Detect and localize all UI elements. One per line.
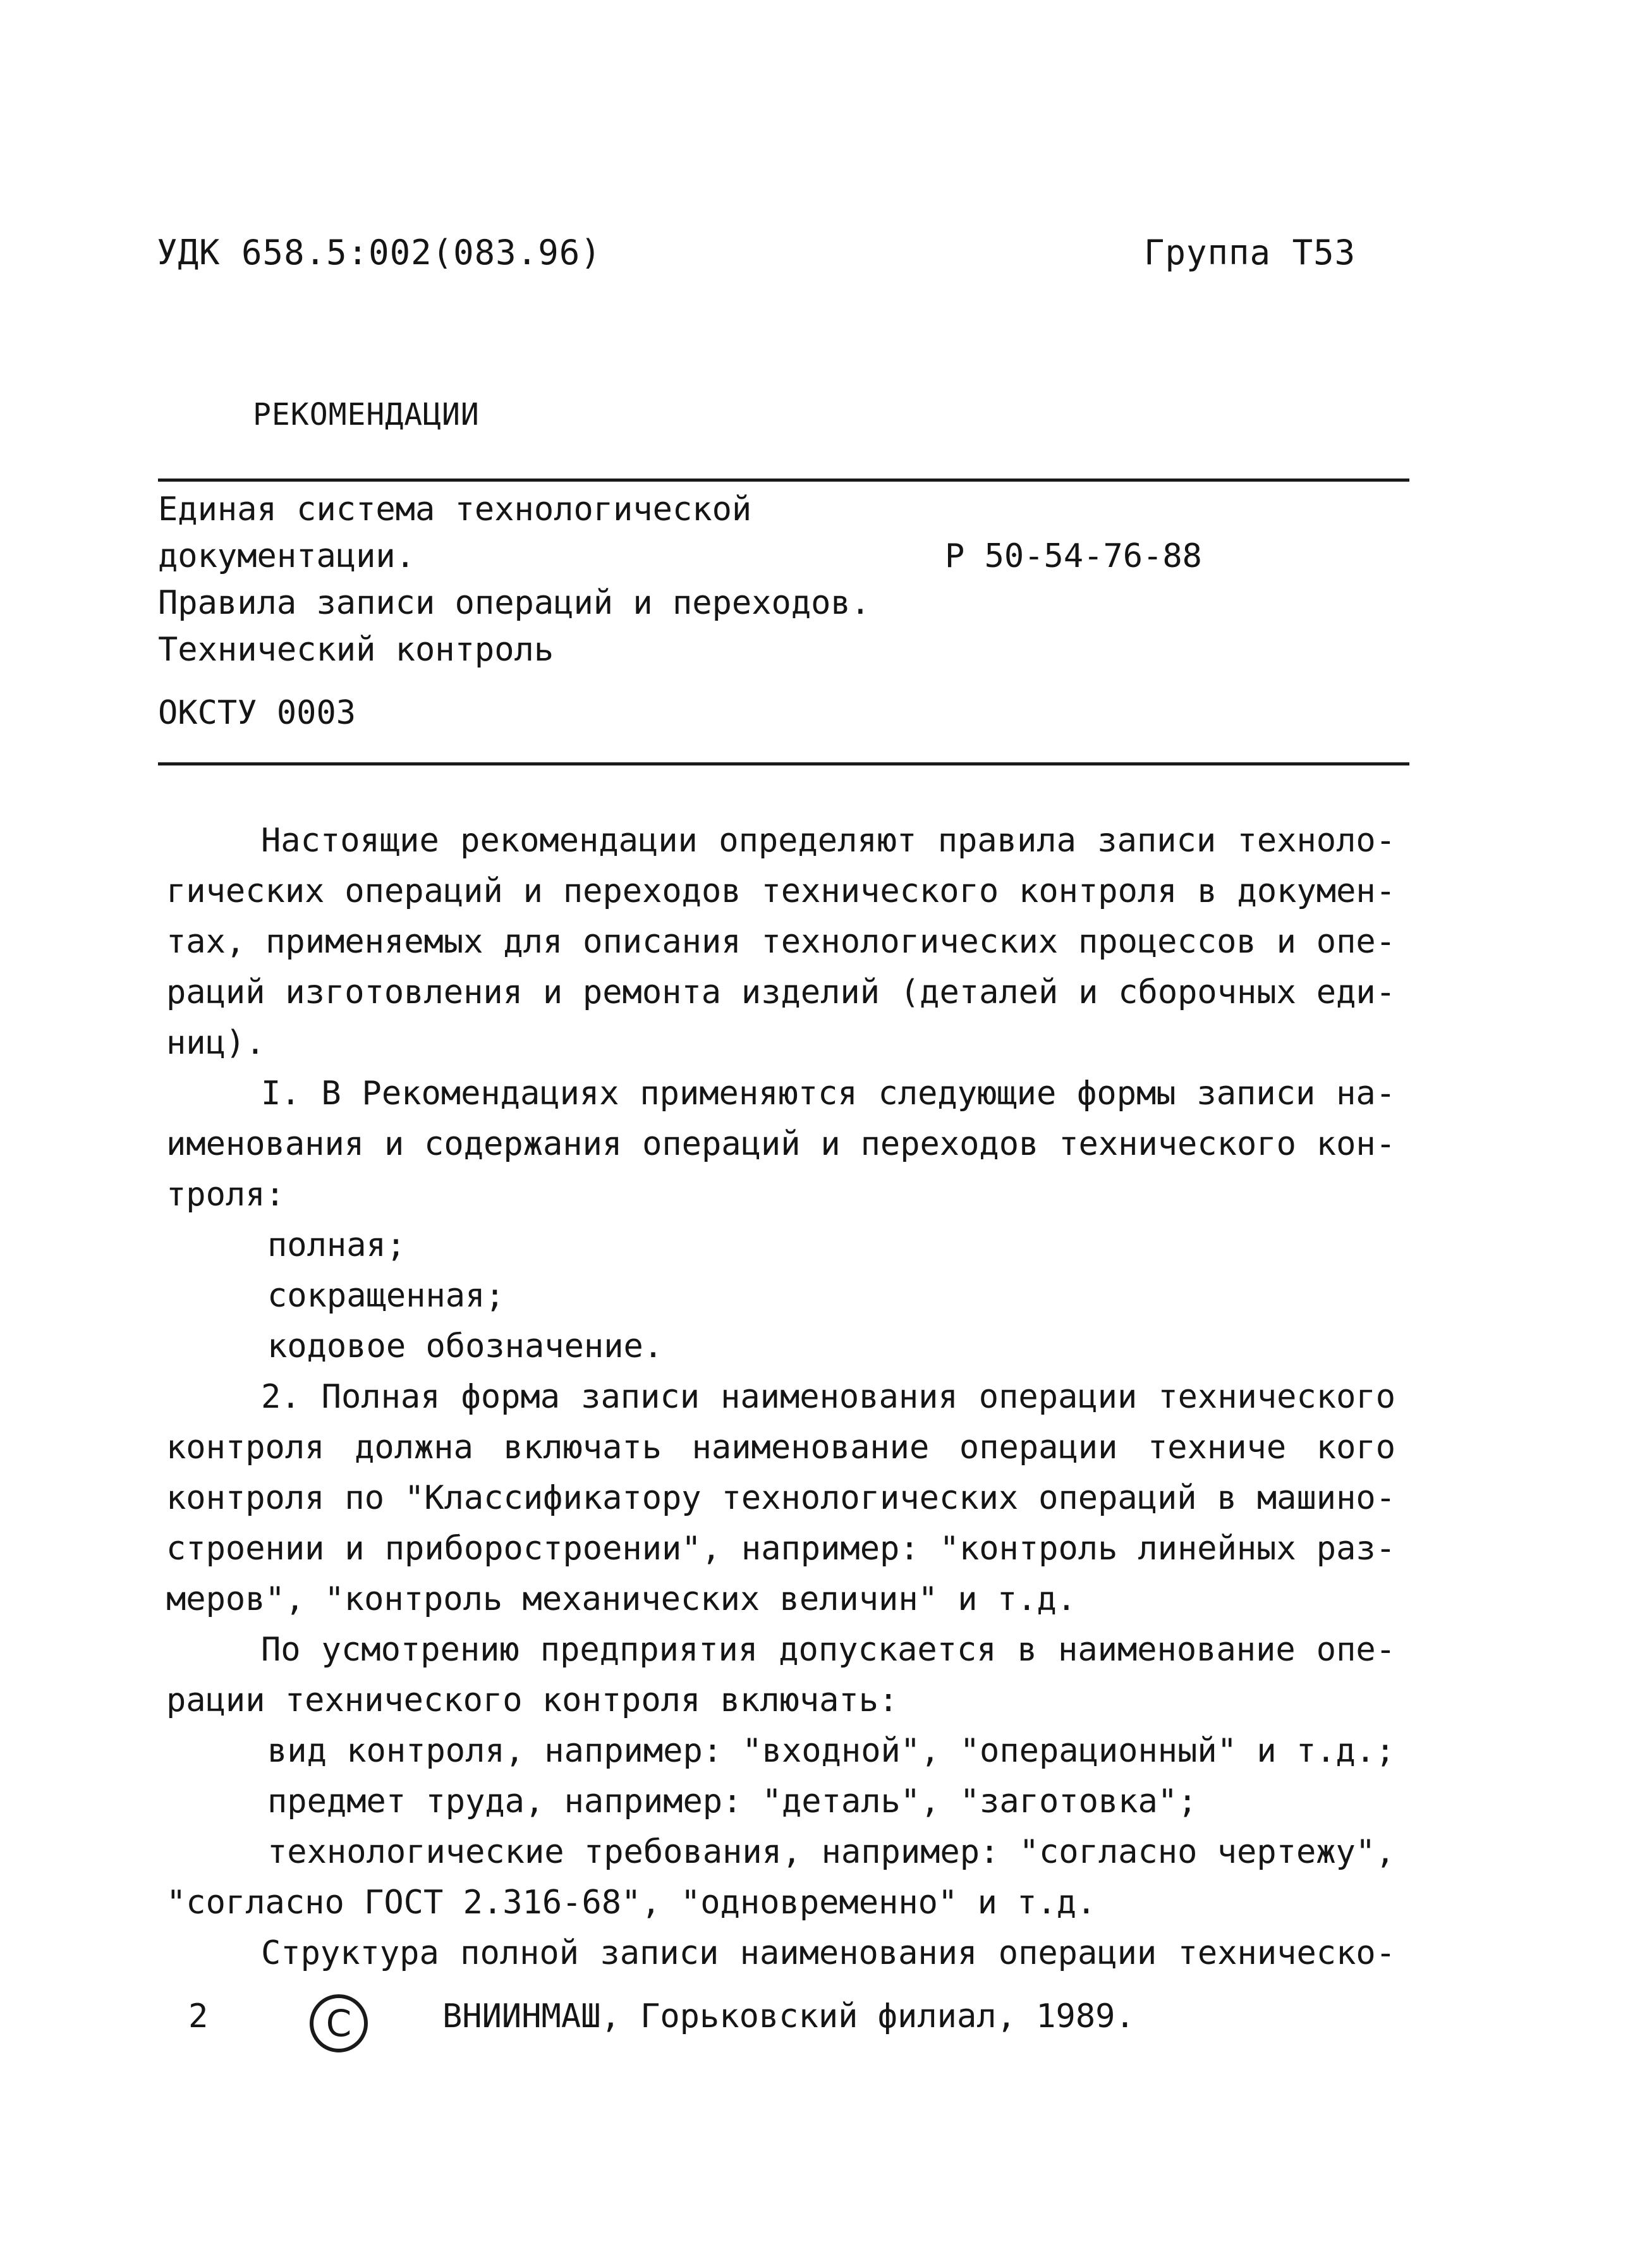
body-text — [166, 815, 1395, 1978]
publisher-line: ВНИИНМАШ, Горьковский филиал, 1989. — [442, 1997, 1135, 2035]
text-line: тах, применяемых для описания технологических процессов и опе- — [166, 923, 1395, 961]
text-line: Структура полной записи наименования операции техническо- — [261, 1934, 1395, 1972]
copyright-icon — [310, 1994, 368, 2052]
group-code: Группа Т53 — [1144, 233, 1356, 272]
list-item: кодовое обозначение. — [267, 1327, 664, 1365]
text-line: "согласно ГОСТ 2.316-68", "одновременно" и т.д. — [166, 1884, 1097, 1922]
title-line-1: Единая система технологической — [158, 491, 752, 528]
list-item: вид контроля, например: "входной", "операционный" и т.д.; — [267, 1732, 1395, 1770]
top-rule — [158, 479, 1409, 482]
title-line-4: Технический контроль — [158, 631, 554, 669]
text-line: I. В Рекомендациях применяются следующие формы записи на- — [261, 1075, 1395, 1113]
list-item: технологические требования, например: "согласно чертежу", — [267, 1833, 1395, 1871]
text-line: гических операций и переходов технического контроля в докумен- — [166, 872, 1395, 910]
text-line: контроля по "Классификатору технологических операций в машино- — [166, 1479, 1395, 1517]
text-line: ниц). — [166, 1024, 265, 1062]
text-line: По усмотрению предприятия допускается в наименование опе- — [261, 1631, 1395, 1669]
bottom-rule — [158, 762, 1409, 765]
designation: Р 50-54-76-88 — [945, 537, 1202, 575]
title-line-3: Правила записи операций и переходов. — [158, 584, 871, 622]
text-line: строении и приборостроении", например: "контроль линейных раз- — [166, 1530, 1395, 1568]
text-line: троля: — [166, 1176, 285, 1214]
list-item: сокращенная; — [267, 1277, 505, 1315]
document-type: РЕКОМЕНДАЦИИ — [253, 397, 480, 432]
list-item: предмет труда, например: "деталь", "заготовка"; — [267, 1783, 1198, 1820]
text-line: контроля должна включать наименование операции техниче кого — [166, 1429, 1395, 1466]
list-item: полная; — [267, 1226, 406, 1264]
text-line: Настоящие рекомендации определяют правила записи техноло- — [261, 822, 1395, 860]
text-line: рации технического контроля включать: — [166, 1681, 899, 1719]
title-line-2: документации. — [158, 537, 415, 575]
text-line: 2. Полная форма записи наименования операции технического — [261, 1378, 1395, 1416]
text-line: именования и содержания операций и переходов технического кон- — [166, 1125, 1395, 1163]
page-number: 2 — [188, 1997, 209, 2035]
text-line: меров", "контроль механических величин" и т.д. — [166, 1580, 1077, 1618]
oksu-code: ОКСТУ 0003 — [158, 694, 356, 732]
text-line: раций изготовления и ремонта изделий (деталей и сборочных еди- — [166, 973, 1395, 1011]
udk-code: УДК 658.5:002(083.96) — [157, 233, 602, 272]
copyright-letter: C — [325, 2002, 352, 2045]
